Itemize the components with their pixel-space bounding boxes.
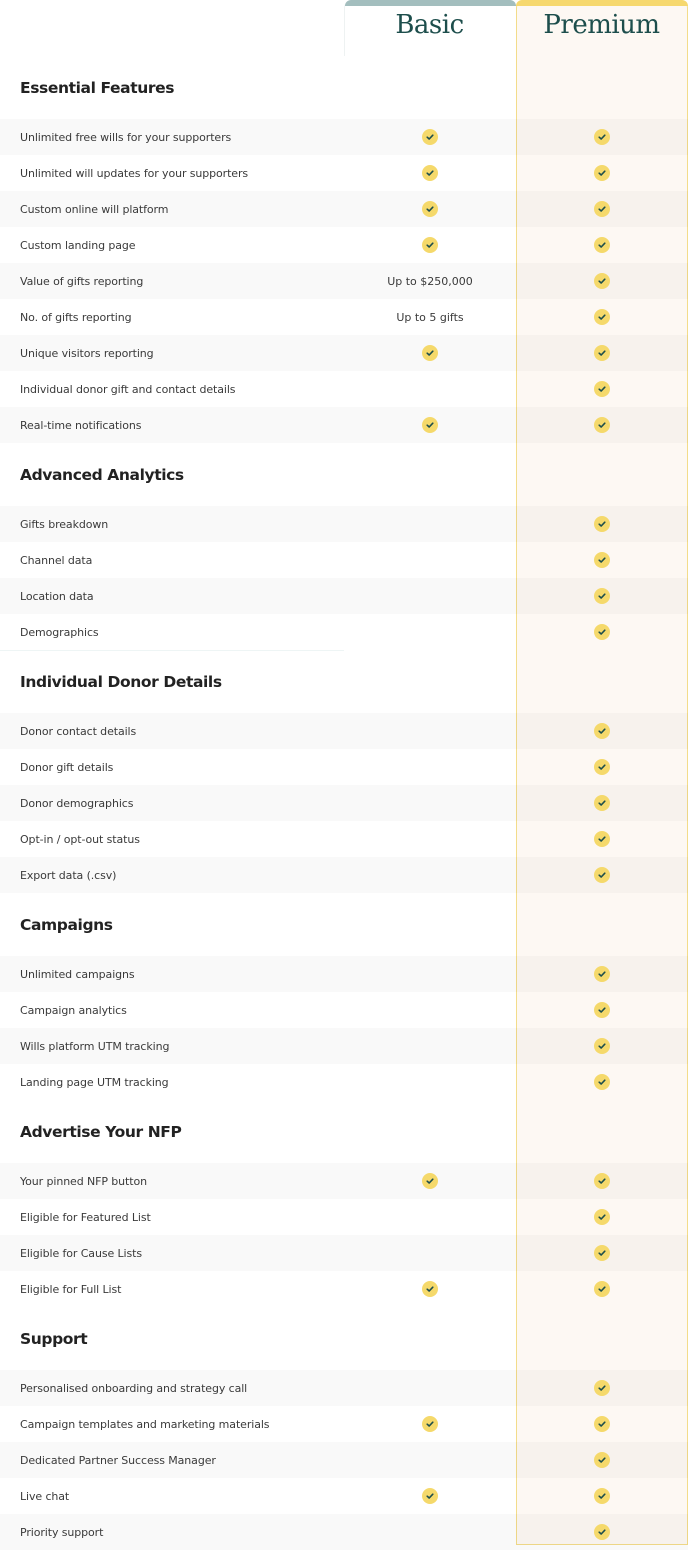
check-icon: [422, 1173, 438, 1189]
premium-cell: [516, 129, 688, 145]
table-row: [0, 227, 688, 263]
feature-label: Donor demographics: [20, 796, 134, 810]
feature-label: Real-time notifications: [20, 418, 142, 432]
check-icon: [594, 165, 610, 181]
basic-value: Up to 5 gifts: [396, 310, 464, 324]
table-row: [0, 335, 688, 371]
comparison-table: [0, 56, 688, 1550]
premium-cell: [516, 624, 688, 640]
basic-cell: [344, 311, 516, 324]
premium-cell: [516, 1002, 688, 1018]
feature-label: Personalised onboarding and strategy call: [20, 1381, 248, 1395]
feature-label: Live chat: [20, 1489, 70, 1503]
check-icon: [422, 201, 438, 217]
premium-cell: [516, 1074, 688, 1090]
check-icon: [422, 237, 438, 253]
premium-cell: [516, 417, 688, 433]
check-icon: [594, 867, 610, 883]
check-icon: [594, 1074, 610, 1090]
check-icon: [422, 1488, 438, 1504]
check-icon: [422, 345, 438, 361]
basic-cell: [344, 417, 516, 433]
feature-label: Landing page UTM tracking: [20, 1075, 169, 1089]
premium-cell: [516, 309, 688, 325]
section-heading-individual-donor-details: Individual Donor Details: [20, 673, 222, 691]
check-icon: [594, 966, 610, 982]
table-row: [0, 749, 688, 785]
premium-cell: [516, 165, 688, 181]
feature-label: Unique visitors reporting: [20, 346, 154, 360]
check-icon: [594, 201, 610, 217]
basic-cell: [344, 237, 516, 253]
table-row: [0, 299, 688, 335]
feature-label: Individual donor gift and contact details: [20, 382, 236, 396]
premium-cell: [516, 1038, 688, 1054]
table-row: [0, 191, 688, 227]
table-row: [0, 407, 688, 443]
premium-cell: [516, 552, 688, 568]
table-row: [0, 119, 688, 155]
feature-label: Priority support: [20, 1525, 104, 1539]
basic-cell: [344, 1173, 516, 1189]
feature-label: Unlimited campaigns: [20, 967, 135, 981]
table-row: [0, 821, 688, 857]
table-row: [0, 578, 688, 614]
table-row: [0, 371, 688, 407]
basic-value: Up to $250,000: [387, 274, 473, 288]
premium-cell: [516, 1281, 688, 1297]
feature-label: Gifts breakdown: [20, 517, 109, 531]
premium-cell: [516, 345, 688, 361]
premium-cell: [516, 831, 688, 847]
premium-cell: [516, 1380, 688, 1396]
check-icon: [594, 1452, 610, 1468]
table-row: [0, 1514, 688, 1550]
feature-label: Value of gifts reporting: [20, 274, 144, 288]
feature-label: Unlimited free wills for your supporters: [20, 130, 232, 144]
feature-label: Donor contact details: [20, 724, 137, 738]
table-row: [0, 1406, 688, 1442]
premium-cell: [516, 966, 688, 982]
check-icon: [594, 723, 610, 739]
table-row: [0, 155, 688, 191]
check-icon: [594, 129, 610, 145]
table-row: [0, 857, 688, 893]
check-icon: [594, 1281, 610, 1297]
feature-label: Channel data: [20, 553, 93, 567]
feature-label: Campaign templates and marketing materials: [20, 1417, 270, 1431]
premium-cell: [516, 1488, 688, 1504]
check-icon: [594, 759, 610, 775]
check-icon: [594, 831, 610, 847]
section-heading-advertise-your-nfp: Advertise Your NFP: [20, 1122, 182, 1141]
check-icon: [594, 588, 610, 604]
plan-title-basic: Basic: [395, 10, 464, 40]
feature-label: Opt-in / opt-out status: [20, 832, 140, 846]
premium-cell: [516, 759, 688, 775]
premium-cell: [516, 723, 688, 739]
table-row: [0, 1064, 688, 1100]
premium-cell: [516, 1452, 688, 1468]
section-heading-support: Support: [20, 1329, 88, 1348]
basic-cell: [344, 201, 516, 217]
check-icon: [594, 516, 610, 532]
feature-label: No. of gifts reporting: [20, 310, 132, 324]
check-icon: [594, 1488, 610, 1504]
basic-cell: [344, 129, 516, 145]
check-icon: [594, 1380, 610, 1396]
feature-label: Export data (.csv): [20, 868, 117, 882]
table-row: [0, 614, 688, 650]
feature-label: Wills platform UTM tracking: [20, 1039, 170, 1053]
feature-label: Location data: [20, 589, 94, 603]
basic-cell: [344, 1281, 516, 1297]
premium-cell: [516, 516, 688, 532]
check-icon: [594, 1002, 610, 1018]
premium-cell: [516, 1524, 688, 1540]
table-row: [0, 1163, 688, 1199]
section-heading-campaigns: Campaigns: [20, 915, 113, 934]
section-heading-advanced-analytics: Advanced Analytics: [20, 465, 184, 484]
table-row: [0, 785, 688, 821]
feature-label: Your pinned NFP button: [20, 1174, 147, 1188]
check-icon: [422, 129, 438, 145]
check-icon: [594, 1245, 610, 1261]
basic-cell: [344, 1488, 516, 1504]
table-row: [0, 956, 688, 992]
feature-label: Eligible for Full List: [20, 1282, 122, 1296]
check-icon: [594, 1038, 610, 1054]
plan-title-premium: Premium: [543, 10, 660, 40]
table-row: [0, 1478, 688, 1514]
premium-cell: [516, 201, 688, 217]
feature-label: Custom landing page: [20, 238, 136, 252]
feature-label: Eligible for Cause Lists: [20, 1246, 142, 1260]
check-icon: [594, 1524, 610, 1540]
check-icon: [422, 1281, 438, 1297]
table-row: [0, 992, 688, 1028]
check-icon: [594, 237, 610, 253]
check-icon: [594, 624, 610, 640]
basic-cell: [344, 1416, 516, 1432]
feature-label: Unlimited will updates for your supporters: [20, 166, 249, 180]
check-icon: [422, 165, 438, 181]
check-icon: [594, 795, 610, 811]
basic-cell: [344, 345, 516, 361]
premium-cell: [516, 1416, 688, 1432]
check-icon: [594, 1173, 610, 1189]
basic-cell: [344, 165, 516, 181]
premium-cell: [516, 237, 688, 253]
check-icon: [594, 381, 610, 397]
feature-label: Demographics: [20, 625, 99, 639]
table-row: [0, 506, 688, 542]
basic-cell: [344, 275, 516, 288]
check-icon: [594, 309, 610, 325]
table-row: [0, 1271, 688, 1307]
check-icon: [594, 1416, 610, 1432]
feature-label: Dedicated Partner Success Manager: [20, 1453, 216, 1467]
premium-cell: [516, 1209, 688, 1225]
premium-cell: [516, 867, 688, 883]
feature-label: Custom online will platform: [20, 202, 169, 216]
table-row: [0, 1442, 688, 1478]
table-row: [0, 1235, 688, 1271]
premium-cell: [516, 273, 688, 289]
check-icon: [422, 417, 438, 433]
table-row: [0, 713, 688, 749]
premium-cell: [516, 381, 688, 397]
check-icon: [422, 1416, 438, 1432]
table-row: [0, 1370, 688, 1406]
premium-cell: [516, 588, 688, 604]
check-icon: [594, 345, 610, 361]
section-heading-essential-features: Essential Features: [20, 78, 175, 97]
premium-cell: [516, 1173, 688, 1189]
table-row: [0, 263, 688, 299]
check-icon: [594, 552, 610, 568]
check-icon: [594, 273, 610, 289]
table-row: [0, 1028, 688, 1064]
table-row: [0, 542, 688, 578]
feature-label: Eligible for Featured List: [20, 1210, 151, 1224]
premium-cell: [516, 1245, 688, 1261]
feature-label: Donor gift details: [20, 760, 114, 774]
feature-label: Campaign analytics: [20, 1003, 127, 1017]
premium-cell: [516, 795, 688, 811]
check-icon: [594, 417, 610, 433]
check-icon: [594, 1209, 610, 1225]
table-row: [0, 1199, 688, 1235]
